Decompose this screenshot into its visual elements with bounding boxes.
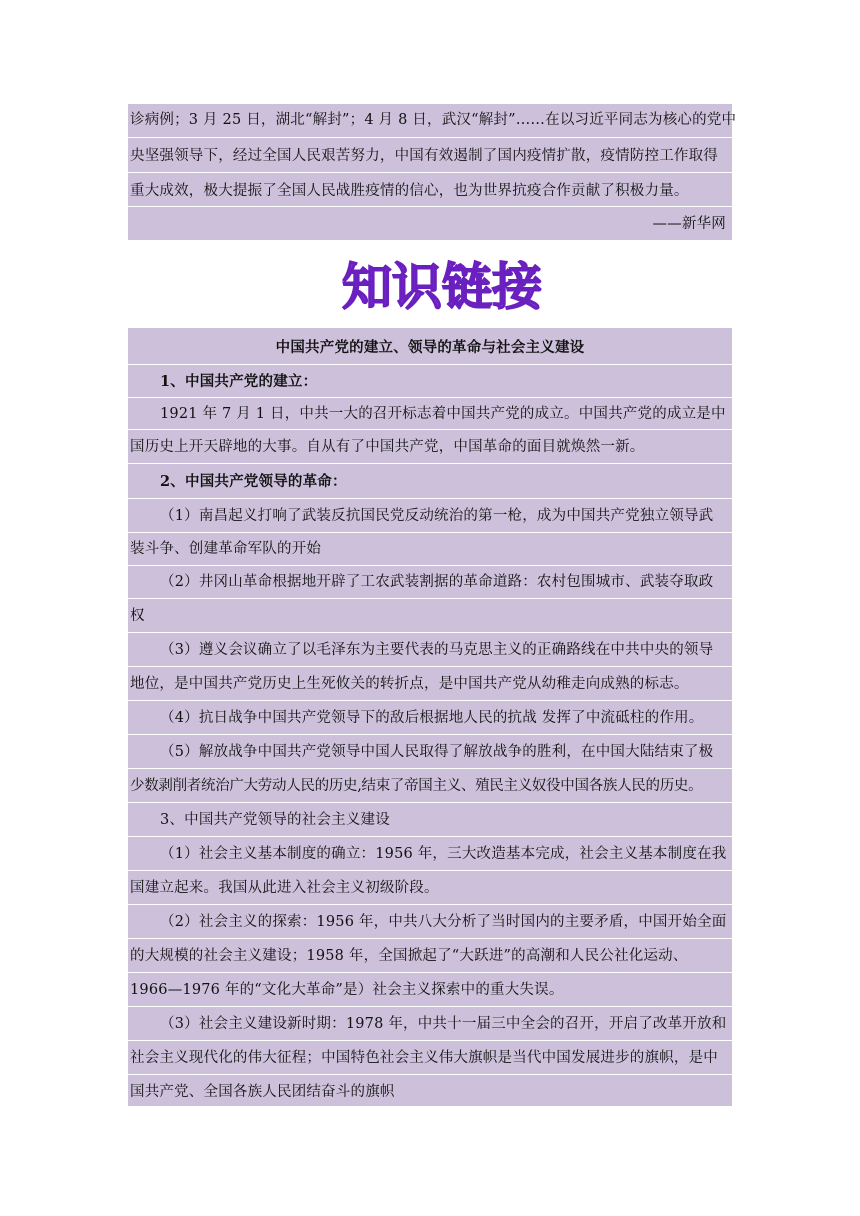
knowledge-line-1: 1、中国共产党的建立：: [160, 373, 318, 390]
section-heading-art: [322, 256, 562, 318]
knowledge-line-16: 国建立起来。我国从此进入社会主义初级阶段。: [130, 880, 439, 896]
news-line-3: 重大成效，极大提振了全国人民战胜疫情的信心，也为世界抗疫合作贡献了积极力量。: [130, 183, 689, 199]
knowledge-line-15: （1）社会主义基本制度的确立：1956 年，三大改造基本完成，社会主义基本制度在我: [160, 846, 727, 862]
section-heading-svg: [322, 256, 562, 318]
knowledge-line-6: 装斗争、创建革命军队的开始: [130, 541, 322, 557]
section-heading-text: 知识链接: [342, 258, 542, 316]
knowledge-line-7: （2）井冈山革命根据地开辟了工农武装割据的革命道路：农村包围城市、武装夺取政: [160, 574, 714, 590]
knowledge-line-5: （1）南昌起义打响了武装反抗国民党反动统治的第一枪，成为中国共产党独立领导武: [160, 508, 714, 524]
knowledge-line-8: 权: [130, 608, 145, 624]
knowledge-line-2: 1921 年 7 月 1 日，中共一大的召开标志着中国共产党的成立。中国共产党的成立是中: [160, 406, 726, 422]
knowledge-line-17: （2）社会主义的探索：1956 年，中共八大分析了当时国内的主要矛盾，中国开始全面: [160, 914, 727, 930]
knowledge-box: [128, 328, 732, 1106]
knowledge-line-19: 1966—1976 年的“文化大革命”是）社会主义探索中的重大失误。: [130, 982, 564, 998]
knowledge-line-11: （4）抗日战争中国共产党领导下的敌后根据地人民的抗战 发挥了中流砥柱的作用。: [160, 710, 704, 726]
knowledge-line-9: （3）遵义会议确立了以毛泽东为主要代表的马克思主义的正确路线在中共中央的领导: [160, 642, 714, 658]
knowledge-line-21: 社会主义现代化的伟大征程；中国特色社会主义伟大旗帜是当代中国发展进步的旗帜，是中: [130, 1050, 718, 1066]
knowledge-line-13: 少数剥削者统治广大劳动人民的历史,结束了帝国主义、殖民主义奴役中国各族人民的历史。: [130, 778, 703, 794]
knowledge-line-14: 3、中国共产党领导的社会主义建设: [160, 812, 390, 828]
knowledge-title: 中国共产党的建立、领导的革命与社会主义建设: [275, 339, 585, 356]
news-excerpt-box: [128, 104, 737, 240]
news-line-1: 诊病例；3 月 25 日，湖北“解封”；4 月 8 日，武汉“解封”……在以习近平同志为核心的党中: [130, 112, 737, 128]
knowledge-line-4: 2、中国共产党领导的革命：: [160, 473, 347, 490]
knowledge-line-22: 国共产党、全国各族人民团结奋斗的旗帜: [130, 1084, 395, 1100]
knowledge-line-12: （5）解放战争中国共产党领导中国人民取得了解放战争的胜利，在中国大陆结束了极: [160, 744, 714, 760]
news-source: ——新华网: [652, 216, 726, 232]
knowledge-line-3: 国历史上开天辟地的大事。自从有了中国共产党，中国革命的面目就焕然一新。: [130, 439, 645, 455]
news-line-2: 央坚强领导下，经过全国人民艰苦努力，中国有效遏制了国内疫情扩散，疫情防控工作取得: [130, 148, 718, 164]
knowledge-line-20: （3）社会主义建设新时期：1978 年，中共十一届三中全会的召开，开启了改革开放和: [160, 1016, 727, 1032]
knowledge-line-10: 地位，是中国共产党历史上生死攸关的转折点，是中国共产党从幼稚走向成熟的标志。: [130, 676, 689, 692]
knowledge-line-18: 的大规模的社会主义建设；1958 年，全国掀起了“大跃进”的高潮和人民公社化运动、: [130, 948, 688, 964]
